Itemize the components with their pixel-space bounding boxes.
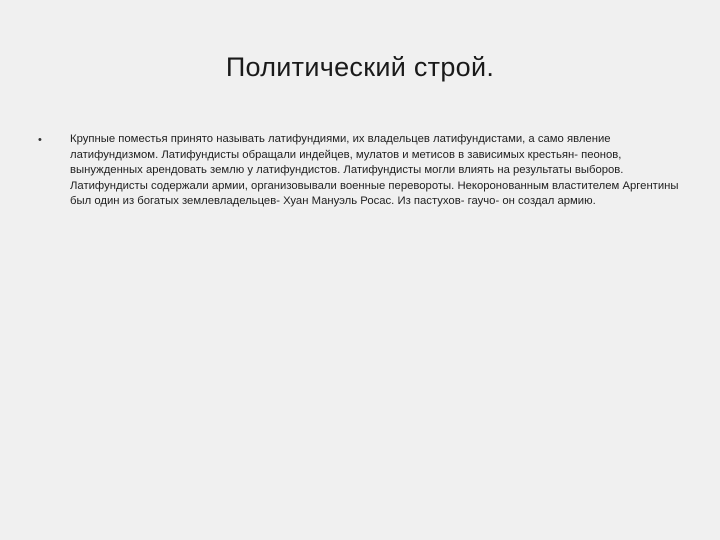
bullet-marker: • (38, 134, 42, 146)
bullet-item (38, 132, 688, 210)
slide-title: Политический строй. (225, 52, 495, 82)
bullet-text: Крупные поместья принято называть латифундиями, их владельцев латифундистами, а само явление латифундизмом. Латифундисты обращали индейцев, мулатов и метисов в зависимых крестьян- пеонов, вынужденных арендовать землю у латифундистов. Латифундисты могли влиять на результаты выборов. Латифундисты содержали армии, организовывали военные перевороты. Некоронованным властителем Аргентины был один из богатых землевладельцев- Хуан Мануэль Росас. Из пастухов- гаучо- он создал армию. (70, 133, 679, 208)
